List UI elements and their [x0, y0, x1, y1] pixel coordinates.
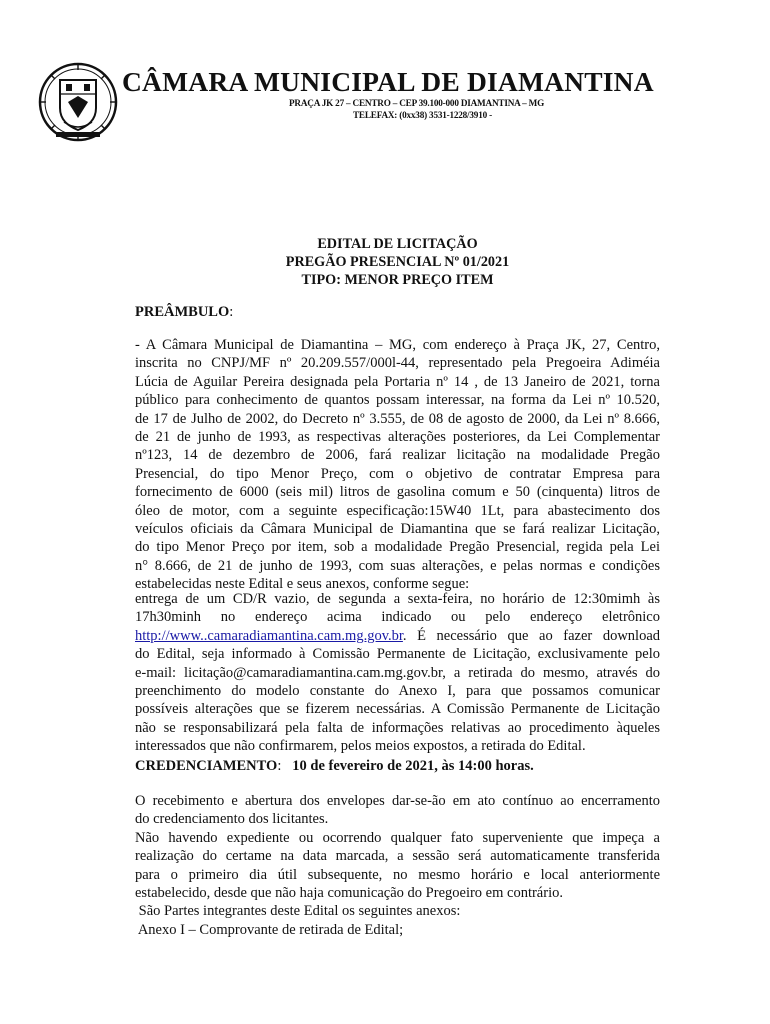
preamble-line: óleo de motor, com a seguinte especificação:15W40 1Lt, para abastecimento dos — [135, 502, 660, 519]
delivery-paragraph — [135, 590, 660, 756]
preamble-line: de 17 de Julho de 2002, do Decreto nº 3.555, de 08 de agosto de 2000, da Lei nº 8.666, — [135, 410, 660, 427]
organization-name: CÂMARA MUNICIPAL DE DIAMANTINA — [122, 66, 654, 97]
delivery-line: não se responsabilizará pela falta de informações relativas ao procedimento àqueles — [135, 719, 660, 736]
preamble-line: estabelecidas neste Edital e seus anexos, conforme segue: — [135, 576, 470, 593]
preamble-heading — [135, 304, 233, 321]
preamble-line: Presencial, do tipo Menor Preço, com o objetivo de contratar Empresa para — [135, 465, 660, 482]
preamble-line: veículos oficiais da Câmara Municipal de Diamantina que se fará realizar Licitação, — [135, 521, 660, 538]
municipal-seal-icon — [38, 62, 118, 142]
document-subtitle: PREGÃO PRESENCIAL Nº 01/2021 — [285, 254, 510, 270]
delivery-line: interessados que não confirmarem, pelos meios expostos, a retirada do Edital. — [135, 738, 586, 755]
closing-paragraph — [135, 792, 660, 939]
credenciamento-separator: : — [277, 758, 293, 774]
preamble-paragraph — [135, 336, 660, 594]
organization-phone: TELEFAX: (0xx38) 3531-1228/3910 - — [353, 110, 492, 120]
delivery-line: 17h30minh no endereço acima indicado ou pelo endereço eletrônico — [135, 609, 660, 626]
closing-line: estabelecido, desde que não haja comunicação do Pregoeiro em contrário. — [135, 885, 563, 902]
delivery-line: do Edital, seja informado à Comissão Permanente de Licitação, exclusivamente pelo — [135, 646, 660, 663]
organization-address: PRAÇA JK 27 – CENTRO – CEP 39.100-000 DIAMANTINA – MG — [289, 98, 545, 108]
credenciamento-label: CREDENCIAMENTO — [135, 758, 278, 774]
document-type: TIPO: MENOR PREÇO ITEM — [301, 272, 494, 288]
closing-line: O recebimento e abertura dos envelopes dar-se-ão em ato contínuo ao encerramento — [135, 793, 660, 809]
credenciamento-date: 10 de fevereiro de 2021, às 14:00 horas. — [292, 758, 534, 774]
document-title: EDITAL DE LICITAÇÃO — [317, 236, 478, 252]
preamble-colon: : — [229, 304, 234, 320]
delivery-line: entrega de um CD/R vazio, de segunda a sexta-feira, no horário de 12:30mimh às — [135, 591, 660, 607]
preamble-line: inscrita no CNPJ/MF nº 20.209.557/000l-44, representado pela Pregoeira Adiméia — [135, 355, 660, 372]
delivery-line: possíveis alterações que se fizerem necessárias. A Comissão Permanente de Licitação — [135, 701, 660, 718]
preamble-line: do tipo Menor Preço por item, sob a modalidade Pregão Presencial, regida pela Lei — [135, 539, 660, 556]
preamble-line: Lúcia de Aguilar Pereira designada pela Portaria nº 14 , de 13 Janeiro de 2021, torna — [135, 373, 660, 390]
closing-line: para o primeiro dia útil subsequente, no mesmo horário e local anteriormente — [135, 866, 660, 883]
closing-line: do credenciamento dos licitantes. — [135, 811, 329, 828]
annex-intro: São Partes integrantes deste Edital os seguintes anexos: — [135, 903, 461, 920]
closing-line: Não havendo expediente ou ocorrendo qualquer fato superveniente que impeça a — [135, 829, 660, 846]
credenciamento-line — [135, 758, 534, 775]
preamble-line: fornecimento de 6000 (seis mil) litros de gasolina comum e 50 (cinquenta) litros de — [135, 484, 660, 501]
delivery-line-with-link — [135, 627, 660, 645]
preamble-line: - A Câmara Municipal de Diamantina – MG, com endereço à Praça JK, 27, Centro, — [135, 337, 660, 353]
delivery-line: e-mail: licitação@camaradiamantina.cam.mg.gov.br, a retirada do mesmo, através do — [135, 664, 660, 681]
preamble-line: público para conhecimento de quantos possam interessar, na forma da Lei nº 10.520, — [135, 392, 660, 409]
annex-item: Anexo I – Comprovante de retirada de Edital; — [135, 921, 404, 938]
closing-line: realização do certame na data marcada, a sessão será automaticamente transferida — [135, 848, 660, 865]
delivery-line-rest: . É necessário que ao fazer download — [402, 627, 660, 644]
website-link[interactable]: http://www..camaradiamantina.cam.mg.gov.br — [135, 627, 403, 644]
preamble-label: PREÂMBULO — [135, 304, 230, 320]
preamble-line: n° 8.666, de 21 de junho de 1993, com suas alterações, e pelas normas e condições — [135, 557, 660, 574]
preamble-line: nº123, 14 de dezembro de 2006, fará realizar licitação na modalidade Pregão — [135, 447, 660, 464]
delivery-line: preenchimento do modelo constante do Anexo I, para que possamos comunicar — [135, 683, 660, 700]
preamble-line: de 21 de junho de 1993, as respectivas alterações posteriores, da Lei Complementar — [135, 429, 660, 446]
